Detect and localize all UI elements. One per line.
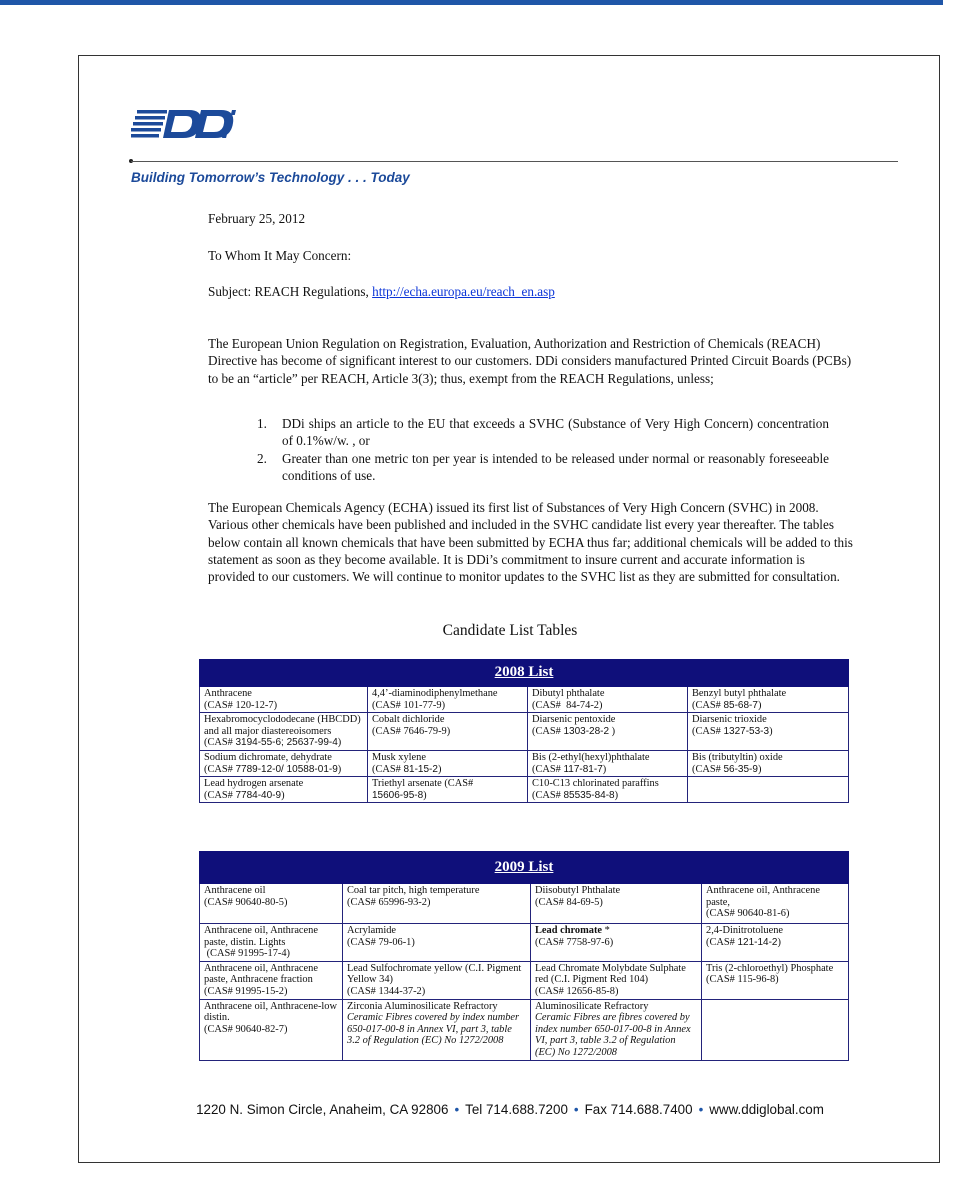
chemical-name: Anthracene oil <box>204 885 266 896</box>
table-row <box>200 687 849 713</box>
cas-number: (CAS# 90640-80-5) <box>204 896 288 908</box>
chemical-name: Aluminosilicate Refractory <box>535 1000 649 1012</box>
cas-number: 7789-12-0/ 10588-01-9 <box>235 763 338 775</box>
footer-website: www.ddiglobal.com <box>709 1102 824 1117</box>
table-row <box>200 713 849 751</box>
cas-close: ) <box>446 725 451 737</box>
chemical-name: C10-C13 chlorinated paraffins <box>532 778 659 790</box>
document-page <box>78 55 940 1163</box>
footer-tel: Tel 714.688.7200 <box>465 1102 568 1117</box>
cas-close: ) <box>602 763 607 775</box>
chemical-name: Benzyl butyl phthalate <box>692 688 787 699</box>
cas-label: (CAS# <box>532 763 564 775</box>
regulation-note: Ceramic Fibres are fibres covered by index number 650-017-00-8 in Annex VI, part 3, table 3.2 of Regulation (EC) No 1272/2008 <box>535 1012 691 1058</box>
chemical-name: Diarsenic trioxide <box>692 714 767 726</box>
table-cell <box>200 713 368 751</box>
cas-number: (CAS# 115-96-8) <box>706 974 779 986</box>
footer-separator: • <box>454 1102 460 1117</box>
table-2008-title: 2008 List <box>200 660 849 687</box>
table-2009-title: 2009 List <box>200 852 849 884</box>
table-2008 <box>199 659 849 803</box>
chemical-name: Anthracene oil, Anthracene paste, Anthracene fraction <box>204 962 318 986</box>
chemical-name: Coal tar pitch, high temperature <box>347 885 480 896</box>
chemical-name: Anthracene oil, Anthracene paste, distin. Lights <box>204 925 318 948</box>
cas-label: (CAS# <box>372 725 404 737</box>
table-cell <box>528 777 688 803</box>
table-2009 <box>199 851 849 1061</box>
cas-number: 120-12-7 <box>235 699 274 711</box>
table-cell <box>531 924 702 962</box>
cas-number: (CAS# 90640-82-7) <box>204 1023 288 1035</box>
table-cell <box>688 687 849 713</box>
company-tagline: Building Tomorrow’s Technology . . . Today <box>131 170 410 185</box>
table-cell <box>343 999 531 1060</box>
cas-number: (CAS# 90640-81-6) <box>706 908 790 920</box>
table-cell-empty <box>688 777 849 803</box>
regulation-note: Ceramic Fibres covered by index number 650-017-00-8 in Annex VI, part 3, table 3.2 of Regulation (EC) No 1272/2008 <box>347 1012 520 1047</box>
cas-label: (CAS# <box>692 725 724 737</box>
header-rule <box>131 161 898 162</box>
ddi-logo <box>131 106 241 146</box>
list-item <box>257 416 829 449</box>
paragraph-intro: The European Union Regulation on Registration, Evaluation, Authorization and Restriction of Chemicals (REACH) Directive has become of significant interest to our customers. DDi considers manufactured Printed Circuit Boards (PCBs) to be an “article” per REACH, Article 3(3); thus, exempt from the REACH Regulations, unless; <box>208 336 852 386</box>
cas-number: 81-15-2 <box>403 763 438 775</box>
table-cell <box>368 713 528 751</box>
cas-close: ) <box>273 699 278 711</box>
table-cell <box>528 713 688 751</box>
cas-label: (CAS# <box>204 763 236 775</box>
cas-close: ) <box>281 789 285 801</box>
chemical-name: Musk xylene <box>372 751 426 763</box>
table-cell <box>528 687 688 713</box>
footer-fax: Fax 714.688.7400 <box>584 1102 693 1117</box>
cas-number: 1303-28-2 <box>563 725 610 737</box>
exemption-conditions-list <box>257 416 829 486</box>
cas-number: 121-14-2 <box>737 936 778 948</box>
cas-label: (CAS# <box>532 789 564 801</box>
cas-label: (CAS# <box>204 789 236 801</box>
footer-address: 1220 N. Simon Circle, Anaheim, CA 92806 <box>196 1102 449 1117</box>
cas-close: ) <box>337 737 342 749</box>
cas-number: 117-81-7 <box>563 763 603 775</box>
reach-link[interactable]: http://echa.europa.eu/reach_en.asp <box>372 284 555 299</box>
table-cell <box>343 924 531 962</box>
chemical-name: 4,4’-diaminodiphenylmethane <box>372 688 498 699</box>
table-cell <box>343 884 531 924</box>
table-cell <box>200 924 343 962</box>
cas-label: (CAS# <box>204 737 236 749</box>
subject-line <box>208 283 848 300</box>
chemical-name: Anthracene oil, Anthracene paste, <box>706 885 820 908</box>
page-footer <box>79 1102 941 1117</box>
subject-prefix: Subject: REACH Regulations, <box>208 284 373 299</box>
cas-close: ) <box>337 763 342 775</box>
cas-number: (CAS# 91995-15-2) <box>204 985 288 997</box>
table-cell <box>531 999 702 1060</box>
table-cell <box>528 750 688 776</box>
section-title: Candidate List Tables <box>442 622 578 639</box>
table-cell <box>200 961 343 999</box>
cas-number: 3194-55-6; 25637-99-4 <box>235 737 338 749</box>
table-cell <box>688 750 849 776</box>
cas-number: (CAS# 65996-93-2) <box>347 896 431 908</box>
salutation: To Whom It May Concern: <box>208 248 352 263</box>
list-number: 1. <box>257 416 267 431</box>
chemical-name: Anthracene oil, Anthracene-low distin. <box>204 1000 338 1024</box>
cas-close: ) <box>757 699 762 711</box>
cas-number: (CAS# 12656-85-8) <box>535 985 619 997</box>
cas-number: 85535-84-8 <box>563 789 615 801</box>
table-row <box>200 750 849 776</box>
table-cell <box>702 884 849 924</box>
table-cell <box>368 750 528 776</box>
cas-number: 1327-53-3 <box>723 725 770 737</box>
chemical-name: 2,4-Dinitrotoluene <box>706 925 784 936</box>
table-row <box>200 924 849 962</box>
footer-separator: • <box>698 1102 704 1117</box>
chemical-name: Tris (2-chloroethyl) Phosphate <box>706 962 834 974</box>
table-cell <box>200 999 343 1060</box>
footer-separator: • <box>573 1102 579 1117</box>
chemical-name: Bis (tributyltin) oxide <box>692 751 783 763</box>
table-cell <box>200 687 368 713</box>
cas-number: 101-77-9 <box>403 699 442 711</box>
cas-close: ) <box>441 699 446 711</box>
table-cell <box>200 777 368 803</box>
table-cell <box>531 884 702 924</box>
chemical-name: Zirconia Aluminosilicate Refractory <box>347 1000 498 1012</box>
table-row <box>200 884 849 924</box>
cas-close: ) <box>437 763 442 775</box>
table-cell <box>200 750 368 776</box>
chemical-name: Lead Sulfochromate yellow (C.I. Pigment Yellow 34) <box>347 962 522 986</box>
cas-close: ) <box>614 789 619 801</box>
paragraph-echa: The European Chemicals Agency (ECHA) issued its first list of Substances of Very High Concern (SVHC) in 2008. Various other chemicals have been published and included in the SVHC candidate list every year thereafter. The tables below contain all known chemicals that have been submitted by ECHA thus far; additional chemicals will be added to this statement as soon as they become available. It is DDi’s commitment to insure current and accurate information is provided to our customers. We will continue to monitor updates to the SVHC list as they are submitted for consultation. <box>208 500 853 585</box>
table-cell <box>531 961 702 999</box>
table-cell <box>368 687 528 713</box>
table-row <box>200 999 849 1060</box>
chemical-name: Cobalt dichloride <box>372 714 445 726</box>
top-accent-bar <box>0 0 943 5</box>
cas-label: (CAS# <box>204 699 236 711</box>
chemical-name: Diisobutyl Phthalate <box>535 885 621 896</box>
cas-label: (CAS# <box>692 699 724 711</box>
cas-label: (CAS# <box>372 699 404 711</box>
list-number: 2. <box>257 451 267 467</box>
table-cell <box>702 924 849 962</box>
list-text: Greater than one metric ton per year is intended to be released under normal or reasonably foreseeable conditions of use. <box>282 451 829 483</box>
cas-number: (CAS# 91995-17-4) <box>204 948 291 960</box>
letter-date: February 25, 2012 <box>208 211 306 226</box>
table-cell <box>688 713 849 751</box>
cas-label: (CAS# <box>706 936 738 948</box>
cas-number: 85-68-7 <box>723 699 758 711</box>
cas-close: ) <box>609 725 616 737</box>
table-row <box>200 777 849 803</box>
footnote-marker: * <box>602 925 610 936</box>
cas-close: ) <box>598 699 603 711</box>
chemical-name: Anthracene <box>204 688 252 699</box>
cas-number: 7784-40-9 <box>235 789 282 801</box>
table-cell <box>200 884 343 924</box>
cas-number: (CAS# 7758-97-6) <box>535 936 614 948</box>
cas-label: (CAS# <box>372 763 404 775</box>
chemical-name: Acrylamide <box>347 925 397 936</box>
cas-label: (CAS# <box>692 763 724 775</box>
list-item <box>257 451 829 484</box>
list-text: DDi ships an article to the EU that exceeds a SVHC (Substance of Very High Concern) concentration of 0.1%w/w. , or <box>282 416 829 448</box>
table-cell <box>368 777 528 803</box>
cas-number: 84-74-2 <box>566 699 599 711</box>
cas-number: 7646-79-9 <box>403 725 447 737</box>
cas-close: ) <box>777 936 781 948</box>
chemical-name: Triethyl arsenate (CAS# <box>372 778 474 790</box>
table-row <box>200 961 849 999</box>
chemical-name: Lead Chromate Molybdate Sulphate red (C.I. Pigment Red 104) <box>535 962 686 986</box>
cas-close: ) <box>757 763 762 775</box>
cas-label: (CAS# <box>532 725 564 737</box>
chemical-name: Dibutyl phthalate <box>532 688 605 699</box>
chemical-name: Hexabromocyclododecane (HBCDD) and all major diastereoisomers <box>204 714 361 737</box>
chemical-name: Bis (2-ethyl(hexyl)phthalate <box>532 751 650 763</box>
cas-number: 56-35-9 <box>723 763 758 775</box>
table-cell-empty <box>702 999 849 1060</box>
cas-close: ) <box>769 725 773 737</box>
cas-number: (CAS# 84-69-5) <box>535 896 603 908</box>
chemical-name: Diarsenic pentoxide <box>532 714 616 726</box>
table-cell <box>343 961 531 999</box>
chemical-name: Lead chromate <box>535 925 603 936</box>
cas-number: 15606-95-8 <box>372 789 424 801</box>
cas-number: (CAS# 1344-37-2) <box>347 985 426 997</box>
cas-close: ) <box>423 789 427 801</box>
chemical-name: Lead hydrogen arsenate <box>204 778 304 790</box>
table-cell <box>702 961 849 999</box>
cas-label: (CAS# <box>532 699 567 711</box>
cas-number: (CAS# 79-06-1) <box>347 936 415 948</box>
chemical-name: Sodium dichromate, dehydrate <box>204 751 332 763</box>
